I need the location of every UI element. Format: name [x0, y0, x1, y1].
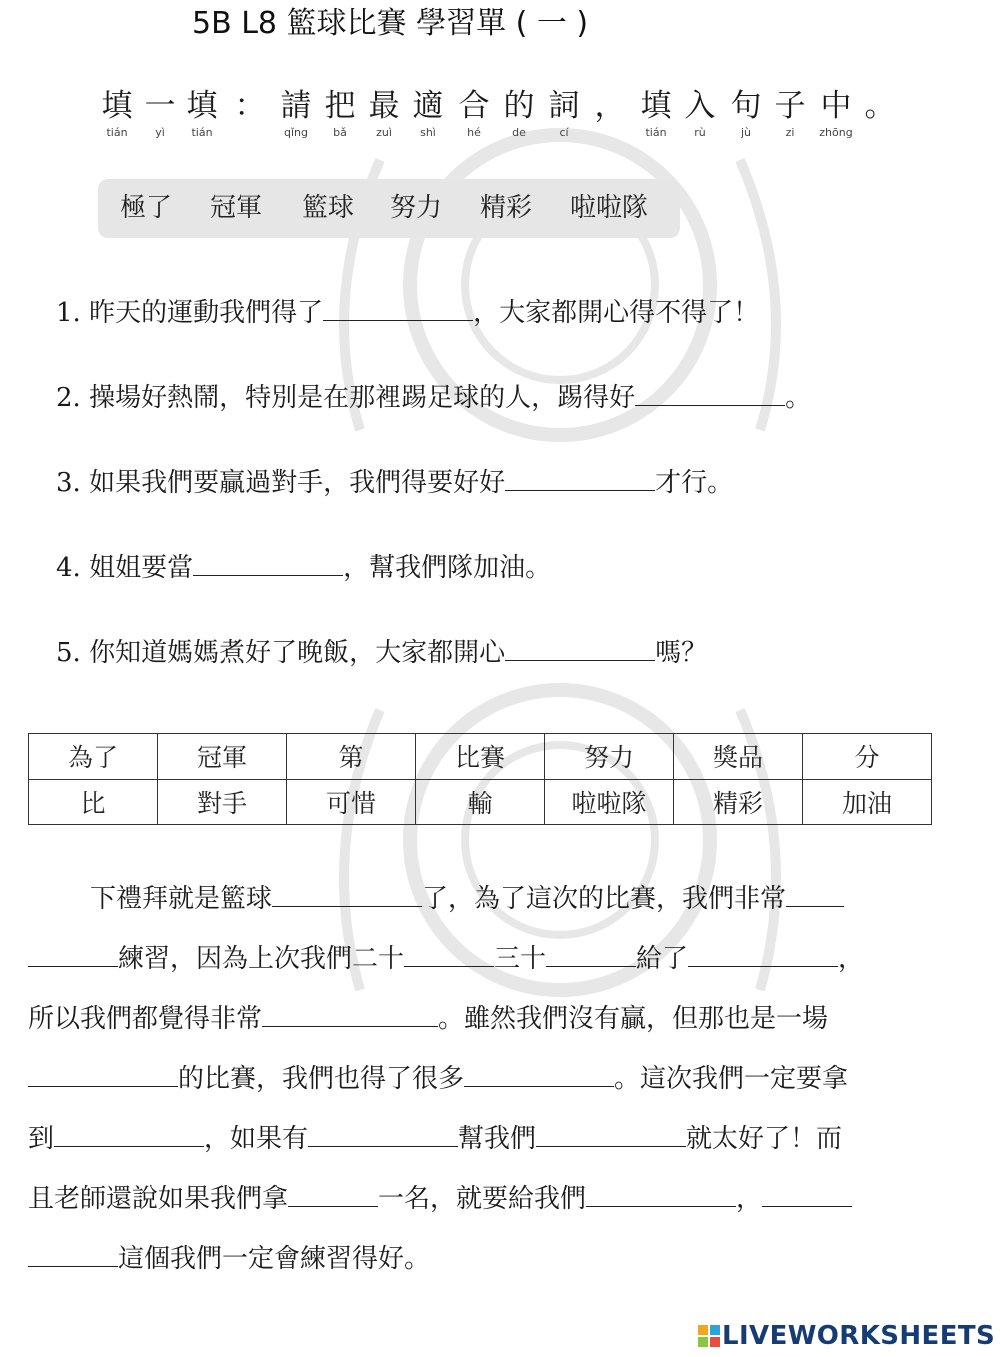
- answer-blank[interactable]: [546, 940, 636, 967]
- passage-text: 幫我們: [458, 1124, 537, 1154]
- passage-text: 一名，就要給我們: [378, 1184, 587, 1214]
- instruction-char: 合 hé: [458, 88, 490, 139]
- instruction-line: [0, 86, 1000, 146]
- word-bank-item: 極了: [120, 193, 173, 223]
- question-1: [56, 294, 759, 331]
- table-cell: 可惜: [287, 779, 416, 825]
- instruction-char: 的 de: [503, 88, 535, 139]
- instruction-char: 填 tián: [186, 88, 218, 139]
- answer-blank[interactable]: [28, 1060, 178, 1087]
- answer-blank[interactable]: [536, 1120, 686, 1147]
- answer-blank[interactable]: [786, 880, 844, 907]
- question-text: ，幫我們隊加油。: [343, 553, 552, 583]
- answer-blank[interactable]: [505, 634, 655, 661]
- passage-line: [28, 1119, 842, 1159]
- passage-text: 。雖然我們沒有贏，但那也是一場: [438, 1004, 829, 1034]
- liveworksheets-logo-icon: [698, 1325, 720, 1347]
- passage-text: 且老師還說如果我們拿: [28, 1184, 289, 1214]
- word-bank-item: 籃球: [302, 193, 355, 223]
- instruction-char: 中 zhōng: [819, 88, 853, 139]
- question-text: 才行。: [655, 468, 734, 498]
- passage-text: 這個我們一定會練習得好。: [118, 1244, 431, 1274]
- question-text: 3. 如果我們要贏過對手，我們得要好好: [56, 468, 506, 498]
- question-text: ，大家都開心得不得了！: [473, 298, 760, 328]
- instruction-char: 。: [864, 88, 896, 124]
- passage-line: [28, 939, 864, 979]
- answer-blank[interactable]: [762, 1180, 852, 1207]
- passage-text: 的比賽，我們也得了很多: [178, 1064, 465, 1094]
- passage-line: [90, 879, 844, 919]
- answer-blank[interactable]: [28, 1240, 118, 1267]
- instruction-char: 入 rù: [684, 88, 716, 139]
- word-bank-item: 精彩: [480, 193, 533, 223]
- table-cell: 冠軍: [158, 734, 287, 780]
- question-text: 1. 昨天的運動我們得了: [56, 298, 324, 328]
- answer-blank[interactable]: [586, 1180, 736, 1207]
- answer-blank[interactable]: [308, 1120, 458, 1147]
- vocab-table: [28, 733, 932, 825]
- table-cell: 比: [29, 779, 158, 825]
- passage-text: 。這次我們一定要拿: [614, 1064, 849, 1094]
- question-text: 2. 操場好熱鬧，特別是在那裡踢足球的人，踢得好: [56, 383, 636, 413]
- passage-text: ，: [736, 1184, 763, 1214]
- table-cell: 為了: [29, 734, 158, 780]
- question-5: [56, 634, 707, 671]
- instruction-char: 請 qǐng: [280, 88, 312, 139]
- word-bank-item: 冠軍: [210, 193, 263, 223]
- passage-line: [28, 1239, 430, 1279]
- word-bank-item: 努力: [390, 193, 443, 223]
- answer-blank[interactable]: [323, 294, 473, 321]
- answer-blank[interactable]: [635, 379, 785, 406]
- passage-line: [28, 999, 828, 1039]
- passage-text: 給了: [636, 944, 689, 974]
- table-cell: 分: [803, 734, 932, 780]
- answer-blank[interactable]: [505, 464, 655, 491]
- answer-blank[interactable]: [262, 1000, 438, 1027]
- table-cell: 精彩: [674, 779, 803, 825]
- word-bank: [98, 179, 680, 238]
- table-cell: 獎品: [674, 734, 803, 780]
- table-cell: 加油: [803, 779, 932, 825]
- word-bank-item: 啦啦隊: [570, 193, 649, 223]
- instruction-char: 一 yì: [144, 88, 176, 139]
- answer-blank[interactable]: [28, 940, 118, 967]
- question-text: 5. 你知道媽媽煮好了晚飯，大家都開心: [56, 638, 506, 668]
- table-cell: 努力: [545, 734, 674, 780]
- question-text: 嗎？: [655, 638, 708, 668]
- table-row: [29, 779, 932, 825]
- passage-text: 練習，因為上次我們二十: [118, 944, 405, 974]
- answer-blank[interactable]: [404, 940, 494, 967]
- passage-line: [28, 1059, 848, 1099]
- answer-blank[interactable]: [464, 1060, 614, 1087]
- question-text: 4. 姐姐要當: [56, 553, 194, 583]
- question-2: [56, 379, 811, 416]
- table-cell: 對手: [158, 779, 287, 825]
- question-3: [56, 464, 733, 501]
- passage-text: 到: [28, 1124, 55, 1154]
- passage-text: 三十: [494, 944, 547, 974]
- instruction-char: 把 bǎ: [324, 88, 356, 139]
- answer-blank[interactable]: [193, 549, 343, 576]
- instruction-char: 填 tián: [640, 88, 672, 139]
- passage-text: 所以我們都覺得非常: [28, 1004, 263, 1034]
- worksheet-title: 5B L8 籃球比賽 學習單 ( 一 ): [192, 6, 589, 41]
- table-cell: 比賽: [416, 734, 545, 780]
- table-cell: 第: [287, 734, 416, 780]
- passage-line: [28, 1179, 852, 1219]
- passage-text: 了，為了這次的比賽，我們非常: [422, 884, 787, 914]
- passage-text: ，如果有: [204, 1124, 309, 1154]
- instruction-char: 詞 cí: [548, 88, 580, 139]
- instruction-char: 最 zuì: [368, 88, 400, 139]
- table-cell: 輸: [416, 779, 545, 825]
- question-text: 。: [785, 383, 812, 413]
- brand-name: LIVEWORKSHEETS: [722, 1321, 996, 1351]
- instruction-char: 句 jù: [730, 88, 762, 139]
- instruction-char: 適 shì: [412, 88, 444, 139]
- instruction-char: ：: [234, 88, 266, 124]
- instruction-char: 填 tián: [101, 88, 133, 139]
- answer-blank[interactable]: [272, 880, 422, 907]
- table-cell: 啦啦隊: [545, 779, 674, 825]
- passage-text: 就太好了！而: [686, 1124, 843, 1154]
- passage-text: 下禮拜就是籃球: [90, 884, 273, 914]
- passage-text: ，: [838, 944, 865, 974]
- answer-blank[interactable]: [688, 940, 838, 967]
- answer-blank[interactable]: [288, 1180, 378, 1207]
- question-4: [56, 549, 551, 586]
- instruction-char: ，: [594, 88, 626, 124]
- table-row: [29, 734, 932, 780]
- answer-blank[interactable]: [54, 1120, 204, 1147]
- instruction-char: 子 zi: [774, 88, 806, 139]
